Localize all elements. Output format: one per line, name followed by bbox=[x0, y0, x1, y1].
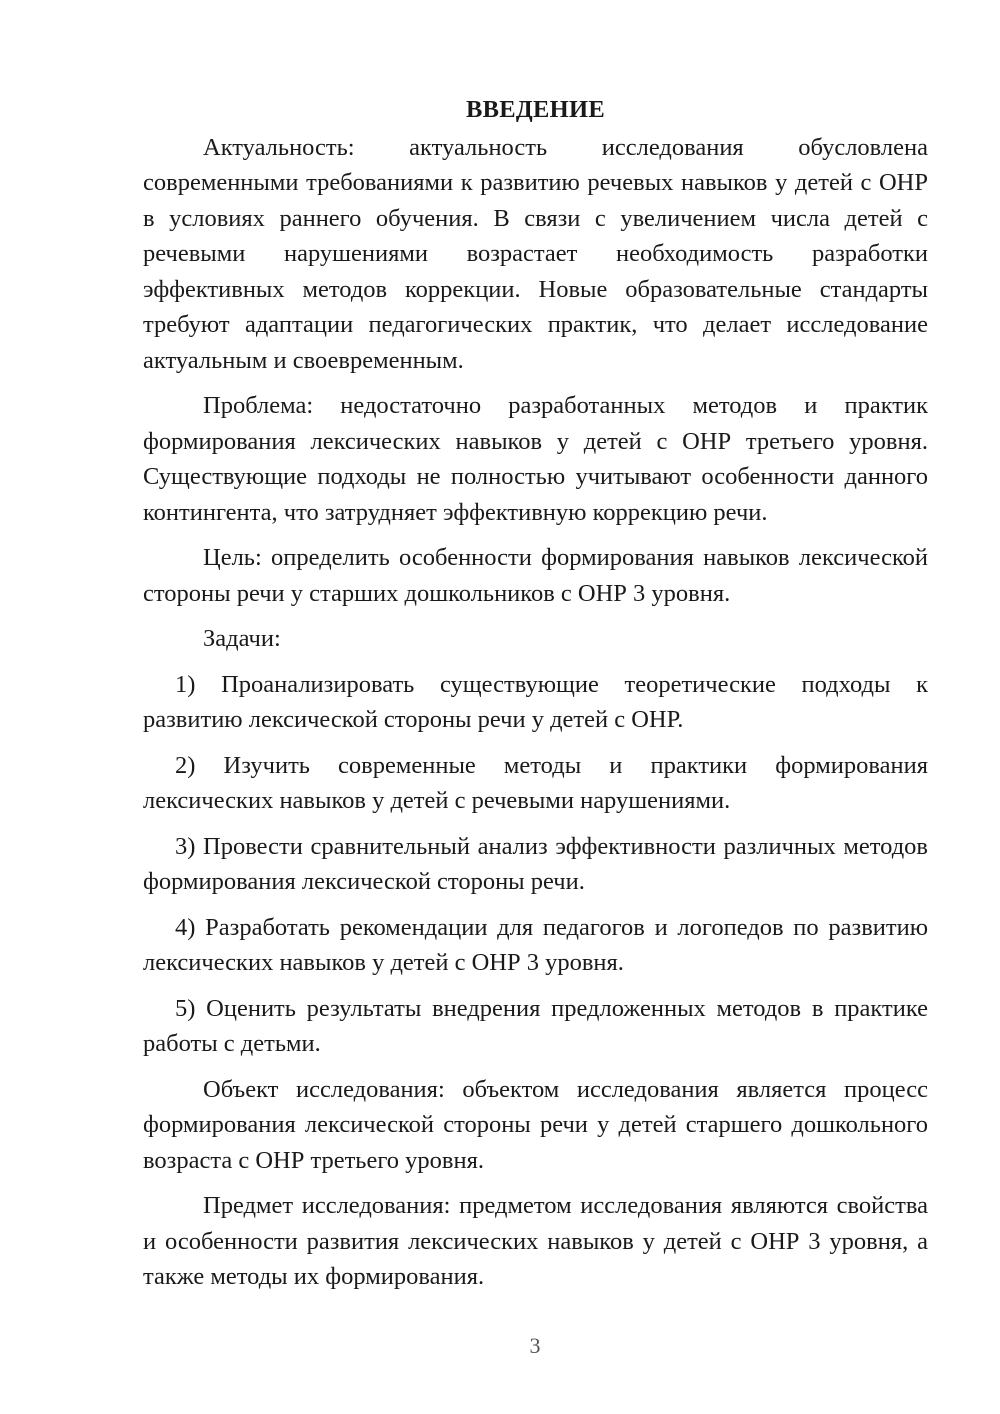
task-item: 1) Проанализировать существующие теоретические подходы к развитию лексической стороны речи у детей с ОНР. bbox=[143, 670, 928, 733]
task-item: 4) Разработать рекомендации для педагогов и логопедов по развитию лексических навыков у детей с ОНР 3 уровня. bbox=[143, 913, 928, 976]
goal-paragraph: Цель: определить особенности формирования навыков лексической стороны речи у старших дошкольников с ОНР 3 уровня. bbox=[143, 544, 928, 607]
page-number: 3 bbox=[529, 1333, 541, 1358]
document-page bbox=[143, 92, 928, 1295]
subject-paragraph: Предмет исследования: предметом исследования являются свойства и особенности развития лексических навыков у детей с ОНР 3 уровня, а также методы их формирования. bbox=[143, 1192, 928, 1290]
relevance-paragraph: Актуальность: актуальность исследования обусловлена современными требованиями к развитию речевых навыков у детей с ОНР в условиях раннего обучения. В связи с увеличением числа детей с речевыми нарушениями возрастает необходимость разработки эффективных методов коррекции. Новые образовательные стандарты требуют адаптации педагогических практик, что делает исследование актуальным и своевременным. bbox=[143, 133, 928, 374]
tasks-list bbox=[143, 667, 928, 1062]
task-item: 2) Изучить современные методы и практики формирования лексических навыков у детей с речевыми нарушениями. bbox=[143, 751, 928, 814]
problem-paragraph: Проблема: недостаточно разработанных методов и практик формирования лексических навыков у детей с ОНР третьего уровня. Существующие подходы не полностью учитывают особенности данного контингента, что затрудняет эффективную коррекцию речи. bbox=[143, 392, 928, 526]
task-item: 5) Оценить результаты внедрения предложенных методов в практике работы с детьми. bbox=[143, 994, 928, 1057]
task-item: 3) Провести сравнительный анализ эффективности различных методов формирования лексической стороны речи. bbox=[143, 832, 928, 895]
object-paragraph: Объект исследования: объектом исследования является процесс формирования лексической стороны речи у детей старшего дошкольного возраста с ОНР третьего уровня. bbox=[143, 1075, 928, 1174]
tasks-heading: Задачи: bbox=[203, 625, 281, 652]
section-title: ВВЕДЕНИЕ bbox=[465, 96, 606, 123]
